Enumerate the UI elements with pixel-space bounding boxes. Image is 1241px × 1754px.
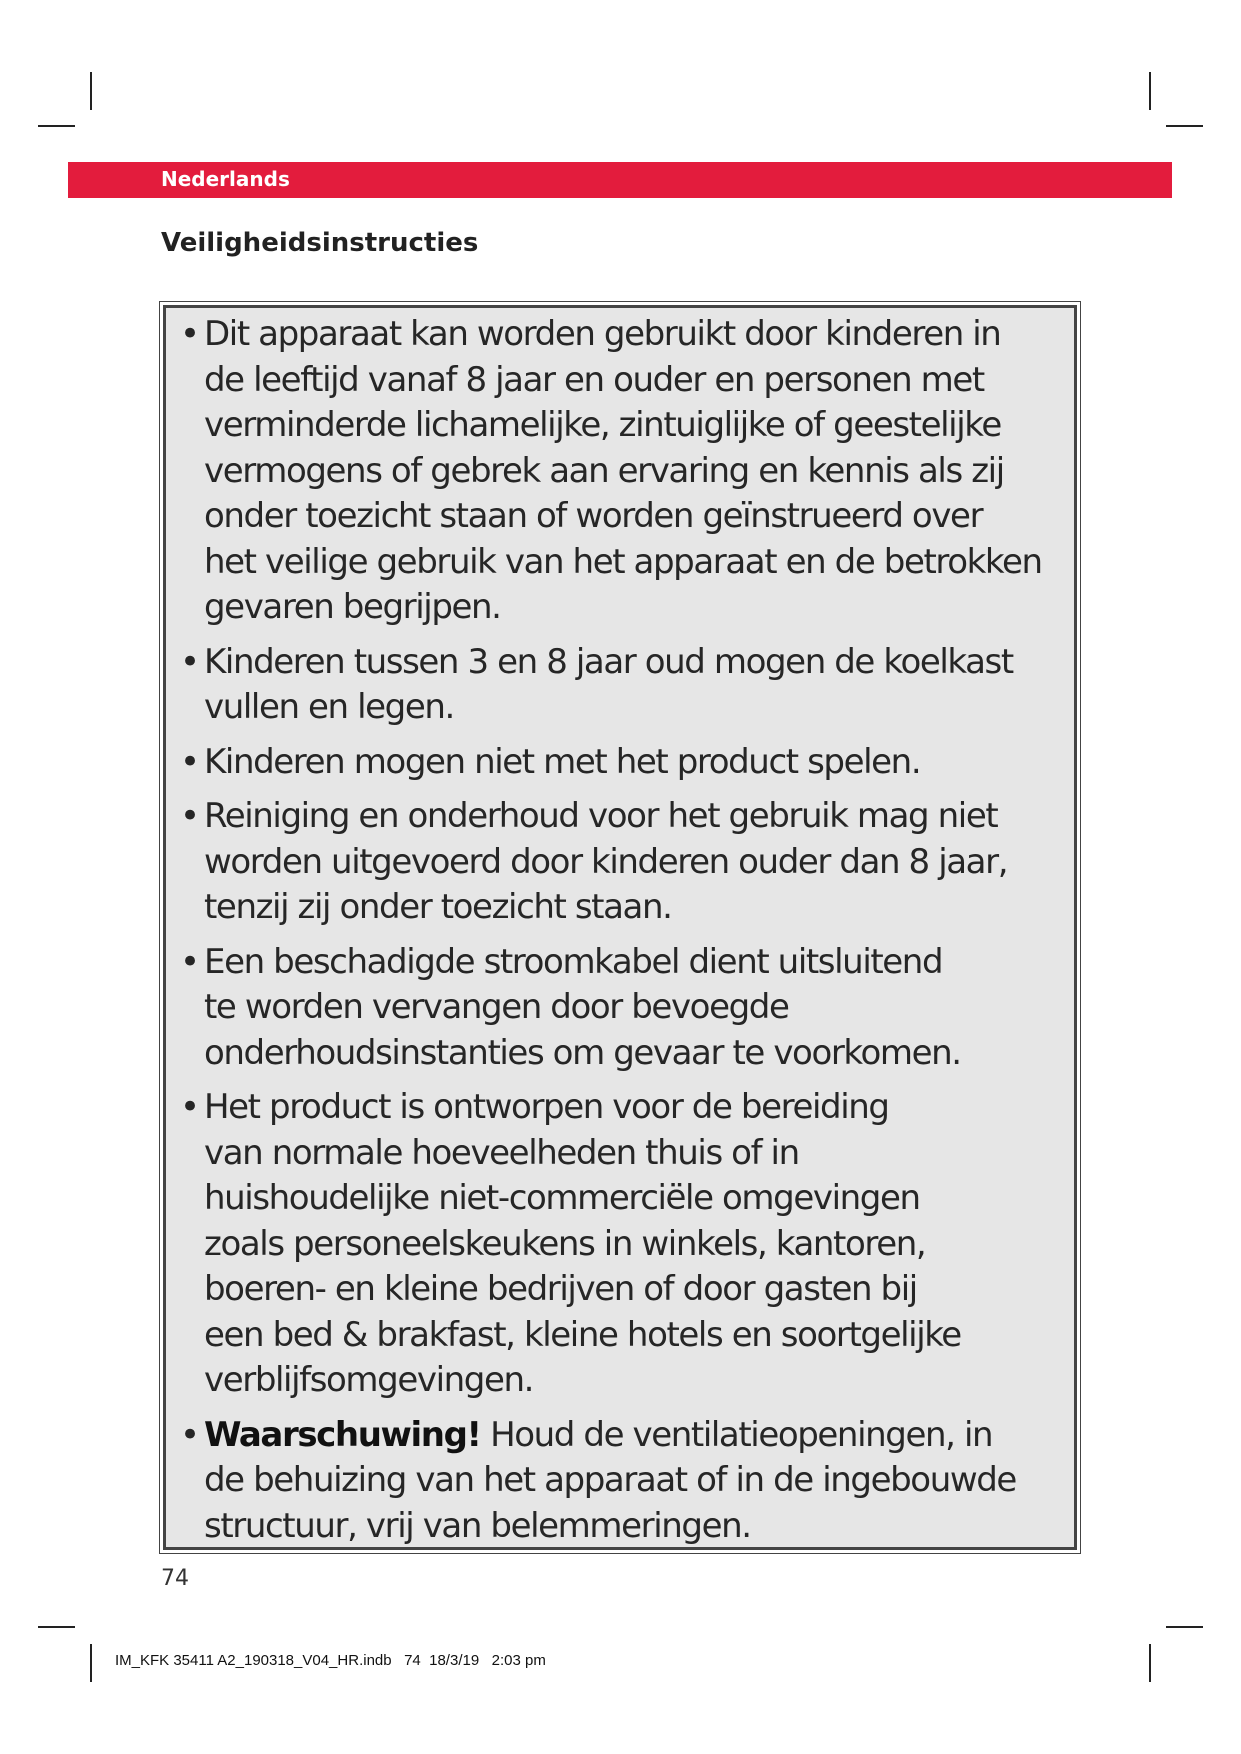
item-line: de leeftijd vanaf 8 jaar en ouder en personen met (204, 359, 984, 400)
safety-item (166, 1085, 1074, 1404)
item-line: het veilige gebruik van het apparaat en de betrokken (204, 541, 1042, 582)
warning-label: Waarschuwing! (204, 1414, 481, 1455)
item-line: van normale hoeveelheden thuis of in (204, 1132, 799, 1173)
item-line: vermogens of gebrek aan ervaring en kennis als zij (204, 450, 1004, 491)
item-line: verblijfsomgevingen. (204, 1360, 534, 1400)
item-line: een bed & brakfast, kleine hotels en soortgelijke (204, 1314, 961, 1355)
warning-item (166, 1413, 1074, 1550)
crop-mark-bottom-left-h (38, 1626, 75, 1628)
item-line: de behuizing van het apparaat of in de ingebouwde (204, 1460, 1016, 1500)
language-header-bar (68, 162, 1172, 198)
item-line: boeren- en kleine bedrijven of door gasten bij (204, 1269, 917, 1309)
crop-mark-top-left-v (90, 72, 92, 110)
item-line: Kinderen tussen 3 en 8 jaar oud mogen de koelkast (204, 641, 1013, 682)
safety-instructions-list (166, 308, 1074, 1549)
item-line: onderhoudsinstanties om gevaar te voorkomen. (204, 1032, 961, 1073)
bullet-icon: • (180, 314, 199, 354)
crop-mark-bottom-right-v (1149, 1644, 1151, 1682)
print-slug (115, 1652, 546, 1669)
bullet-icon: • (180, 1087, 199, 1127)
safety-item (166, 794, 1074, 931)
item-line: vullen en legen. (204, 687, 454, 727)
item-line: te worden vervangen door bevoegde (204, 987, 789, 1027)
slug-date: 18/3/19 2:03 pm (429, 1652, 546, 1669)
item-line: Het product is ontworpen voor de bereiding (204, 1087, 889, 1127)
item-line: Reiniging en onderhoud voor het gebruik mag niet (204, 796, 998, 836)
item-line: onder toezicht staan of worden geïnstrueerd over (204, 496, 983, 536)
safety-item (166, 312, 1074, 631)
language-label: Nederlands (161, 167, 290, 191)
item-line: verminderde lichamelijke, zintuiglijke of geestelijke (204, 405, 1001, 445)
safety-instructions-box (163, 305, 1077, 1550)
item-line: Een beschadigde stroomkabel dient uitsluitend (204, 941, 943, 982)
item-line: huishoudelijke niet-commerciële omgevingen (204, 1178, 920, 1218)
crop-mark-bottom-left-v (90, 1644, 92, 1682)
bullet-icon: • (180, 741, 199, 782)
section-title: Veiligheidsinstructies (161, 228, 479, 258)
item-line: worden uitgevoerd door kinderen ouder dan 8 jaar, (204, 841, 1008, 882)
item-line: Kinderen mogen niet met het product spelen. (204, 741, 921, 782)
item-line: zoals personeelskeukens in winkels, kantoren, (204, 1223, 926, 1264)
bullet-icon: • (180, 941, 199, 982)
bullet-icon: • (180, 641, 199, 682)
crop-mark-bottom-right-h (1166, 1626, 1203, 1628)
page-number: 74 (161, 1566, 189, 1591)
item-line: tenzij zij onder toezicht staan. (204, 887, 672, 927)
crop-mark-top-right-v (1149, 72, 1151, 110)
bullet-icon: • (180, 1414, 199, 1455)
bullet-icon: • (180, 796, 199, 836)
warning-text: Houd de ventilatieopeningen, in (480, 1414, 993, 1455)
safety-item (166, 940, 1074, 1077)
slug-file: IM_KFK 35411 A2_190318_V04_HR.indb 74 (115, 1652, 421, 1669)
crop-mark-top-right-h (1166, 125, 1203, 127)
item-line: structuur, vrij van belemmeringen. (204, 1505, 751, 1546)
item-line: Dit apparaat kan worden gebruikt door kinderen in (204, 314, 1001, 354)
item-line (204, 1413, 1074, 1459)
item-line: gevaren begrijpen. (204, 587, 501, 627)
crop-mark-top-left-h (38, 125, 75, 127)
safety-item (166, 740, 1074, 786)
safety-item (166, 640, 1074, 731)
